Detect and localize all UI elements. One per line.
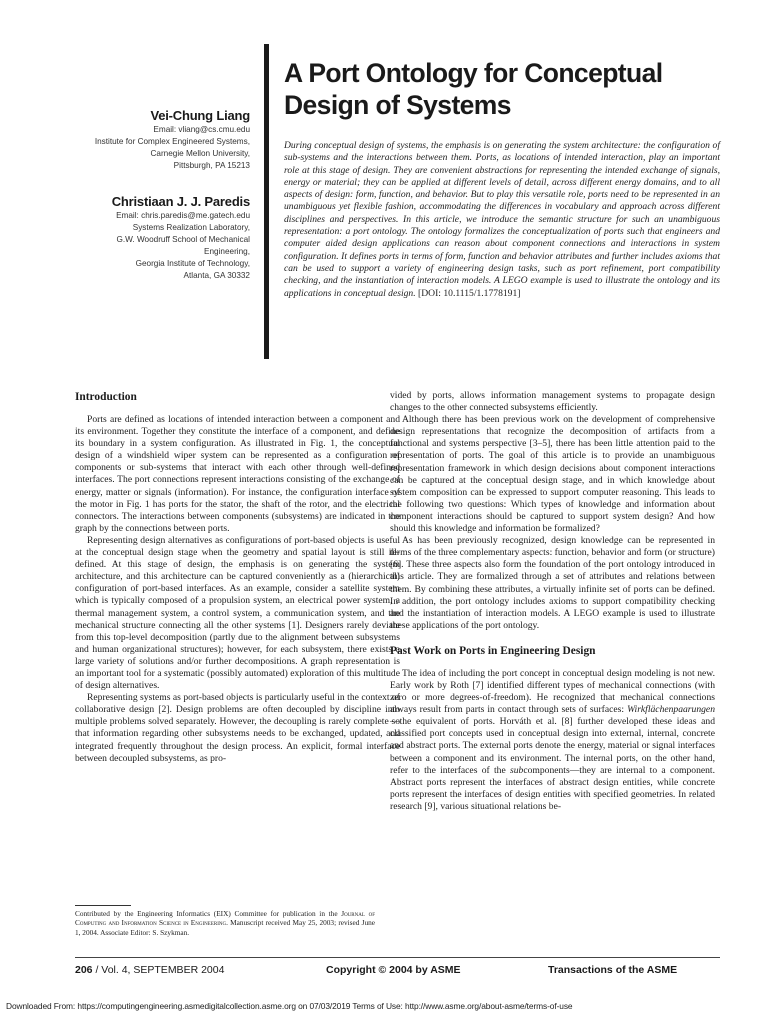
author-email: Email: chris.paredis@me.gatech.edu: [116, 211, 250, 220]
paragraph: Representing systems as port-based objects is particularly useful in the context of collaborative design [2]. Design problems are often decoupled by discipline into multiple problems solved separately. However, the decoupling is rarely complete so that information regarding other subsystems needs to be exchanged, updated, and integrated frequently throughout the design process. An explicit, formal interface between decoupled subsystems, as pro-: [75, 692, 400, 764]
page-number: 206: [75, 964, 93, 976]
author-name: Christiaan J. J. Paredis: [111, 194, 250, 209]
paragraph: vided by ports, allows information management systems to propagate design changes to the other connected subsystems efficiently.: [390, 390, 715, 414]
footer-page-info: [75, 963, 224, 977]
footnote-rule: [75, 905, 131, 906]
abstract: [284, 140, 720, 300]
section-heading-past-work: Past Work on Ports in Engineering Design: [390, 644, 596, 657]
author-affiliation: Engineering,: [204, 247, 250, 256]
right-column: [390, 390, 715, 813]
left-column: [75, 390, 400, 765]
author-block: [80, 108, 250, 282]
paragraph: [390, 668, 715, 813]
paragraph: Representing design alternatives as configurations of port-based objects is useful at the conceptual design stage when the geometry and spatial layout is still ill-defined. At this stage of design, the emphasis is on generating the system architecture, and this architecture can be captured conveniently as a (hierarchical) configuration of port-based interfaces. As an example, consider a satellite system which is typically composed of a propulsion system, an electrical power system, a thermal management system, a control system, a communication system, and the mechanical structure connecting all the other systems [1]. Designers rarely deviate from this top-level decomposition (partly due to the alignment between subsystems and human organizational structures); however, for each subsystem, there exists a large variety of solutions and/or further decompositions. A graph representation is an important tool for a systematic (possibly automated) exploration of this multitude of design alternatives.: [75, 534, 400, 692]
footnote-text: Contributed by the Engineering Informatics (EIX) Committee for publication in the: [75, 909, 342, 918]
author-email: Email: vliang@cs.cmu.edu: [153, 125, 250, 134]
download-notice: Downloaded From: https://computingengineering.asmedigitalcollection.asme.org on 07/03/2019 Terms of Use: http://www.asme.org/about-asme/terms-of-use: [6, 1001, 573, 1011]
paragraph-text: components—they are internal to a component. Abstract ports represent the interfaces of abstract design entities, while concrete ports represent the interfaces of design entities with specified geometries. In related research [9], various situational relations be-: [390, 764, 715, 812]
footer-copyright: Copyright © 2004 by ASME: [326, 964, 461, 976]
paper-title: [284, 57, 724, 121]
title-line: Design of Systems: [284, 90, 511, 120]
paragraph-text: The idea of including the port concept in conceptual design modeling is not new. Early work by Roth [7] identified different types of mechanical connections (with zero or more degrees-of-freedom). He recognized that mechanical connections always result from parts in contact through sets of surfaces:: [390, 667, 715, 716]
paragraph: Although there has been previous work on the development of comprehensive design representations that recognize the decomposition of artifacts from a functional and systems perspective [3–5], there has been little attention paid to the representation of ports. The goal of this article is to provide an unambiguous representation framework in which design decisions about component interactions can be captured at the conceptual design stage, and in which knowledge about system composition can be expressed to support computer reasoning. This leads to the following two questions: Which types of knowledge and information about component interactions should be captured to support system design? And how should this knowledge and information be formalized?: [390, 414, 715, 535]
author-affiliation: Institute for Complex Engineered Systems,: [94, 137, 250, 146]
title-line: A Port Ontology for Conceptual: [284, 58, 663, 88]
author-affiliation: Atlanta, GA 30332: [183, 271, 250, 280]
author-affiliation: Georgia Institute of Technology,: [135, 259, 250, 268]
author-name: Vei-Chung Liang: [150, 108, 250, 123]
paragraph: As has been previously recognized, design knowledge can be represented in terms of the three complementary aspects: function, behavior and form (or structure) [6]. These three aspects also form the foundation of the port ontology introduced in this article. They are formalized through a set of attributes and relations between them. By combining these attributes, a virtually infinite set of ports can be defined. In addition, the port ontology includes axioms to support compatibility checking and the instantiation of interaction models. A LEGO example is used to illustrate these applications of the port ontology.: [390, 535, 716, 631]
abstract-text: During conceptual design of systems, the emphasis is on generating the system architecture: the configuration of sub-systems and the interactions between them. Ports, as locations of intended interaction, play an important role at this stage of design. They are convenient abstractions for representing the intended exchange of signals, energy or material; they can be applied at different levels of detail, across different energy domains, and to all aspects of design: form, function, and behavior. But to play this versatile role, ports need to be represented in an unambiguous yet flexible fashion, accommodating the differences in vocabulary and approach across different disciplines and perspectives. In this article, we introduce the semantic structure for such an unambiguous representation: a port ontology. The ontology formalizes the conceptualization of ports such that engineers and computer aided design applications can reason about component connections and interactions in system configuration. It defines ports in terms of form, function and behavior attributes and further includes axioms that can be used to support a variety of engineering design tasks, such as port refinement, port compatibility checking, and the instantiation of interaction models. A LEGO example is used to illustrate the ontology and its applications in conceptual design.: [284, 140, 720, 299]
paragraph: Ports are defined as locations of intended interaction between a component and its environment. Together they constitute the interface of a component, and define its boundary in a system configuration. As illustrated in Fig. 1, the conceptual design of a windshield wiper system can be represented as a configuration of components or sub-systems that interact with each other through well-defined interfaces. The port connections represent interactions consisting of the exchange of energy, matter or signals (information). For instance, the configuration interface of the motor in Fig. 1 has ports for the stator, the shaft of the rotor, and the electrical connectors. The interactions between components (subsystems) are indicated in the graph by the connections between ports.: [75, 414, 400, 534]
author-affiliation: Carnegie Mellon University,: [150, 149, 250, 158]
paragraph-text: —the equivalent of ports. Horváth et al. [8] further developed these ideas and classified port concepts used in conceptual design into external, internal, concrete and abstract ports. The external ports denote the energy, material or signal interfaces between a component and its environment. The internal ports, on the other hand, refer to the interfaces of the: [390, 716, 715, 776]
term-italic: sub: [510, 764, 524, 776]
author-affiliation: G.W. Woodruff School of Mechanical: [116, 235, 250, 244]
journal-name: Journal of Computing and Information Science in Engineering: [75, 909, 375, 928]
section-heading-introduction: Introduction: [75, 391, 137, 403]
footer-rule: [75, 957, 720, 958]
term-italic: Wirkflächenpaarungen: [627, 704, 715, 716]
author-affiliation: Pittsburgh, PA 15213: [173, 161, 250, 170]
doi-reference: [DOI: 10.1115/1.1778191]: [418, 287, 521, 299]
footer-journal: Transactions of the ASME: [548, 964, 678, 976]
footnote: [75, 909, 375, 937]
title-divider-rule: [264, 44, 269, 359]
volume-info: / Vol. 4, SEPTEMBER 2004: [92, 964, 225, 976]
author-affiliation: Systems Realization Laboratory,: [132, 223, 250, 232]
footnote-text: . Manuscript received May 25, 2003; revised June 1, 2004. Associate Editor: S. Szykman.: [75, 918, 375, 937]
